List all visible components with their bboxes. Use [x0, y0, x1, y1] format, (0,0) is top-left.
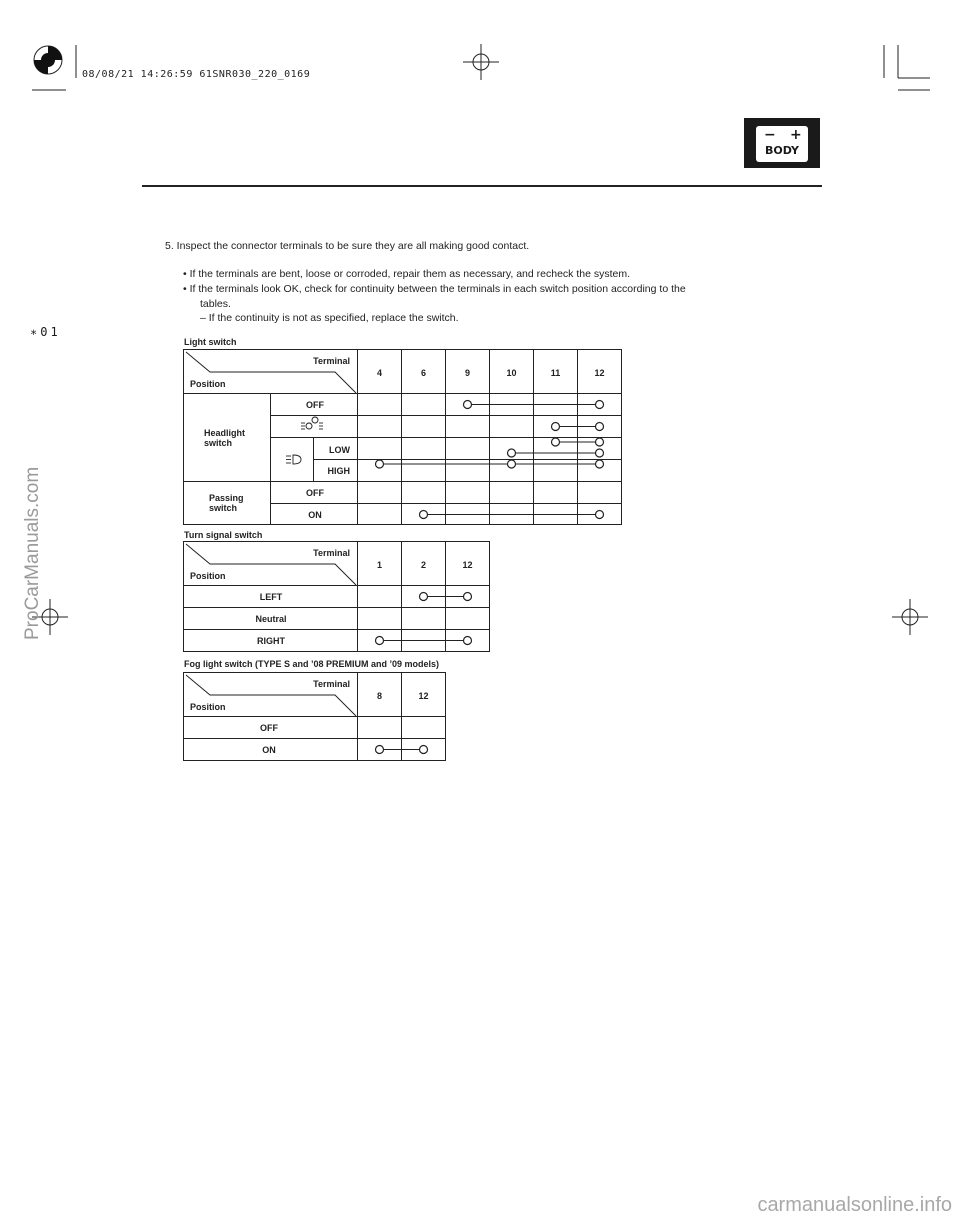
turn-row-left: LEFT [259, 592, 283, 602]
turn-terminal-2: 2 [420, 560, 427, 570]
passing-switch-label-line2: switch [209, 503, 238, 513]
light-terminal-12: 12 [594, 368, 605, 378]
turn-position-header: Position [190, 571, 226, 581]
light-position-header: Position [190, 379, 226, 389]
passing-switch-label-line1: Passing [209, 493, 244, 503]
turn-row-neutral: Neutral [255, 614, 287, 624]
bullet-check-line1: • If the terminals look OK, check for continuity between the terminals in each switch position according to the [183, 283, 686, 295]
bullet-repair: • If the terminals are bent, loose or corroded, repair them as necessary, and recheck the system. [183, 268, 631, 280]
row-high: HIGH [327, 466, 350, 476]
fog-light-title: Fog light switch (TYPE S and ’08 PREMIUM and ’09 models) [184, 659, 440, 669]
headlight-switch-label-line2: switch [204, 438, 233, 448]
fog-terminal-12: 12 [418, 691, 429, 701]
terminal-node [420, 746, 428, 754]
turn-terminal-header: Terminal [313, 548, 350, 558]
side-mark: ∗01 [30, 325, 61, 339]
row-headlight-off: OFF [306, 400, 324, 410]
headlight-switch-label-line1: Headlight [204, 428, 246, 438]
fog-terminal-8: 8 [376, 691, 383, 701]
plus-sign: + [790, 127, 802, 143]
turn-row-right: RIGHT [257, 636, 285, 646]
badge-label: BODY [764, 144, 800, 157]
step-5-text: 5. Inspect the connector terminals to be sure they are all making good contact. [165, 240, 530, 252]
fog-row-off: OFF [260, 723, 278, 733]
row-low: LOW [329, 445, 350, 455]
light-switch-title: Light switch [184, 337, 237, 347]
fog-position-header: Position [190, 702, 226, 712]
terminal-node [376, 746, 384, 754]
turn-terminal-12: 12 [462, 560, 473, 570]
light-terminal-10: 10 [506, 368, 517, 378]
fog-terminal-header: Terminal [313, 679, 350, 689]
light-terminal-11: 11 [550, 368, 561, 378]
light-terminal-4: 4 [376, 368, 383, 378]
fog-row-on: ON [262, 745, 276, 755]
watermark-procarmanuals: ProCarManuals.com [22, 466, 43, 640]
print-stamp: 08/08/21 14:26:59 61SNR030_220_0169 [82, 69, 311, 80]
minus-sign: − [764, 127, 776, 143]
row-passing-on: ON [308, 510, 322, 520]
bullet-check-line2: tables. [200, 298, 231, 310]
row-passing-off: OFF [306, 488, 324, 498]
turn-terminal-1: 1 [376, 560, 383, 570]
sub-bullet-replace: – If the continuity is not as specified, replace the switch. [200, 312, 459, 324]
light-terminal-6: 6 [420, 368, 427, 378]
turn-signal-title: Turn signal switch [184, 530, 263, 540]
light-terminal-9: 9 [464, 368, 471, 378]
light-terminal-header: Terminal [313, 356, 350, 366]
watermark-carmanualsonline: carmanualsonline.info [757, 1194, 952, 1216]
